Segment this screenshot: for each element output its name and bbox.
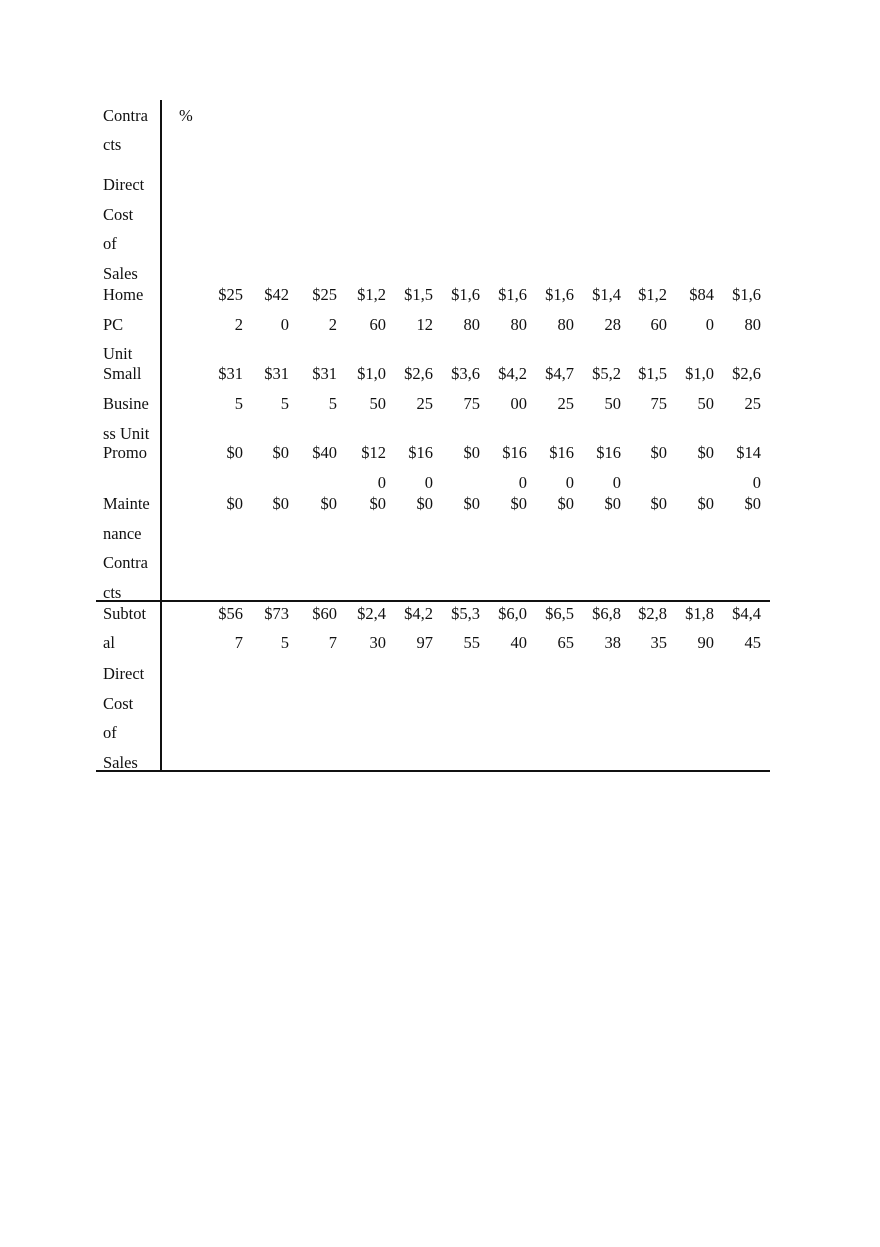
- value-cell-promo-col-8-line-2: 0: [565, 473, 574, 492]
- row-label-contracts-line-1: Contra: [103, 106, 148, 125]
- value-cell-subtotal-direct-cost-of-sales-col-8-line-1: $6,5: [545, 604, 574, 623]
- row-label-subtotal-line-1: Subtot: [103, 604, 147, 623]
- value-cell-home-pc-unit-col-7-line-1: $1,6: [498, 285, 527, 304]
- value-cell-subtotal-direct-cost-of-sales-col-5-line-1: $4,2: [404, 604, 433, 623]
- section-heading-line-4: Sales: [103, 264, 138, 283]
- value-cell-small-business-unit-col-3-line-2: 5: [328, 394, 337, 413]
- row-label-maint-line-3: Contra: [103, 553, 148, 572]
- value-cell-subtotal-direct-cost-of-sales-col-4-line-1: $2,4: [357, 604, 386, 623]
- value-cell-small-business-unit-col-2-line-2: 5: [280, 394, 289, 413]
- row-label-small-line-2: Busine: [103, 394, 149, 413]
- value-cell-small-business-unit-col-7-line-1: $4,2: [498, 364, 527, 383]
- row-label-maint-line-4: cts: [103, 583, 122, 602]
- value-cell-home-pc-unit-col-6-line-1: $1,6: [451, 285, 480, 304]
- section-heading-line-1: Direct: [103, 175, 145, 194]
- value-cell-promo-col-2-line-1: $0: [272, 443, 289, 462]
- value-cell-subtotal-direct-cost-of-sales-col-4-line-2: 30: [369, 633, 386, 652]
- row-label-home-line-2: PC: [103, 315, 124, 334]
- value-cell-small-business-unit-col-6-line-1: $3,6: [451, 364, 480, 383]
- row-label-subtotal-line-6: Sales: [103, 753, 138, 772]
- value-cell-small-business-unit-col-4-line-2: 50: [369, 394, 386, 413]
- value-cell-small-business-unit-col-8-line-1: $4,7: [545, 364, 574, 383]
- value-cell-home-pc-unit-col-10-line-2: 60: [650, 315, 667, 334]
- value-cell-promo-col-4-line-1: $12: [361, 443, 386, 462]
- value-cell-small-business-unit-col-3-line-1: $31: [312, 364, 337, 383]
- value-cell-subtotal-direct-cost-of-sales-col-12-line-2: 45: [744, 633, 761, 652]
- value-cell-home-pc-unit-col-9-line-2: 28: [604, 315, 621, 334]
- value-cell-subtotal-direct-cost-of-sales-col-9-line-2: 38: [604, 633, 621, 652]
- row-label-subtotal-line-3: Direct: [103, 664, 145, 683]
- value-cell-subtotal-direct-cost-of-sales-col-9-line-1: $6,8: [592, 604, 621, 623]
- value-cell-promo-col-6-line-1: $0: [463, 443, 480, 462]
- row-label-home-line-1: Home: [103, 285, 144, 304]
- value-cell-maintenance-contracts-col-12-line-1: $0: [744, 494, 761, 513]
- row-label-maint-line-2: nance: [103, 524, 142, 543]
- row-label-subtotal-line-2: al: [103, 633, 115, 652]
- value-cell-subtotal-direct-cost-of-sales-col-12-line-1: $4,4: [732, 604, 761, 623]
- value-cell-small-business-unit-col-4-line-1: $1,0: [357, 364, 386, 383]
- value-cell-subtotal-direct-cost-of-sales-col-1-line-1: $56: [218, 604, 243, 623]
- value-cell-home-pc-unit-col-8-line-2: 80: [557, 315, 574, 334]
- value-cell-subtotal-direct-cost-of-sales-col-6-line-1: $5,3: [451, 604, 480, 623]
- value-cell-promo-col-12-line-1: $14: [736, 443, 761, 462]
- value-cell-home-pc-unit-col-11-line-1: $84: [689, 285, 714, 304]
- value-cell-subtotal-direct-cost-of-sales-col-3-line-1: $60: [312, 604, 337, 623]
- value-cell-maintenance-contracts-col-6-line-1: $0: [463, 494, 480, 513]
- value-cell-home-pc-unit-col-5-line-1: $1,5: [404, 285, 433, 304]
- value-cell-maintenance-contracts-col-4-line-1: $0: [369, 494, 386, 513]
- value-cell-small-business-unit-col-5-line-2: 25: [416, 394, 433, 413]
- value-cell-small-business-unit-col-10-line-1: $1,5: [638, 364, 667, 383]
- row-label-small-line-1: Small: [103, 364, 142, 383]
- value-cell-subtotal-direct-cost-of-sales-col-10-line-1: $2,8: [638, 604, 667, 623]
- value-cell-home-pc-unit-col-4-line-2: 60: [369, 315, 386, 334]
- value-cell-promo-col-4-line-2: 0: [377, 473, 386, 492]
- value-cell-subtotal-direct-cost-of-sales-col-8-line-2: 65: [557, 633, 574, 652]
- value-cell-small-business-unit-col-8-line-2: 25: [557, 394, 574, 413]
- value-cell-promo-col-7-line-2: 0: [518, 473, 527, 492]
- value-cell-promo-col-9-line-2: 0: [612, 473, 621, 492]
- value-cell-promo-col-1-line-1: $0: [226, 443, 243, 462]
- value-cell-maintenance-contracts-col-7-line-1: $0: [510, 494, 527, 513]
- value-cell-small-business-unit-col-7-line-2: 00: [510, 394, 527, 413]
- value-cell-home-pc-unit-col-2-line-1: $42: [264, 285, 289, 304]
- value-cell-maintenance-contracts-col-11-line-1: $0: [697, 494, 714, 513]
- value-cell-promo-col-3-line-1: $40: [312, 443, 337, 462]
- label-column-divider: [160, 100, 162, 772]
- value-cell-maintenance-contracts-col-10-line-1: $0: [650, 494, 667, 513]
- value-cell-promo-col-10-line-1: $0: [650, 443, 667, 462]
- value-cell-maintenance-contracts-col-9-line-1: $0: [604, 494, 621, 513]
- value-cell-home-pc-unit-col-3-line-2: 2: [328, 315, 337, 334]
- value-cell-subtotal-direct-cost-of-sales-col-7-line-1: $6,0: [498, 604, 527, 623]
- value-cell-subtotal-direct-cost-of-sales-col-7-line-2: 40: [510, 633, 527, 652]
- value-cell-promo-col-8-line-1: $16: [549, 443, 574, 462]
- value-cell-small-business-unit-col-10-line-2: 75: [650, 394, 667, 413]
- row-label-small-line-3: ss Unit: [103, 424, 150, 443]
- section-heading-line-3: of: [103, 234, 117, 253]
- row-label-subtotal-line-4: Cost: [103, 694, 134, 713]
- value-cell-home-pc-unit-col-2-line-2: 0: [280, 315, 289, 334]
- value-cell-promo-col-9-line-1: $16: [596, 443, 621, 462]
- value-cell-home-pc-unit-col-11-line-2: 0: [705, 315, 714, 334]
- value-cell-maintenance-contracts-col-8-line-1: $0: [557, 494, 574, 513]
- value-cell-promo-col-5-line-2: 0: [424, 473, 433, 492]
- value-cell-small-business-unit-col-2-line-1: $31: [264, 364, 289, 383]
- value-cell-maintenance-contracts-col-1-line-1: $0: [226, 494, 243, 513]
- value-cell-maintenance-contracts-col-2-line-1: $0: [272, 494, 289, 513]
- percent-sign: %: [179, 106, 193, 125]
- value-cell-home-pc-unit-col-6-line-2: 80: [463, 315, 480, 334]
- value-cell-home-pc-unit-col-3-line-1: $25: [312, 285, 337, 304]
- value-cell-promo-col-11-line-1: $0: [697, 443, 714, 462]
- row-label-contracts-line-2: cts: [103, 135, 122, 154]
- value-cell-home-pc-unit-col-7-line-2: 80: [510, 315, 527, 334]
- value-cell-promo-col-7-line-1: $16: [502, 443, 527, 462]
- value-cell-small-business-unit-col-1-line-1: $31: [218, 364, 243, 383]
- value-cell-subtotal-direct-cost-of-sales-col-2-line-2: 5: [280, 633, 289, 652]
- row-label-home-line-3: Unit: [103, 344, 133, 363]
- value-cell-home-pc-unit-col-5-line-2: 12: [416, 315, 433, 334]
- value-cell-home-pc-unit-col-1-line-2: 2: [234, 315, 243, 334]
- value-cell-home-pc-unit-col-4-line-1: $1,2: [357, 285, 386, 304]
- value-cell-small-business-unit-col-5-line-1: $2,6: [404, 364, 433, 383]
- section-heading-line-2: Cost: [103, 205, 134, 224]
- value-cell-small-business-unit-col-12-line-2: 25: [744, 394, 761, 413]
- value-cell-home-pc-unit-col-12-line-1: $1,6: [732, 285, 761, 304]
- value-cell-promo-col-12-line-2: 0: [752, 473, 761, 492]
- value-cell-home-pc-unit-col-8-line-1: $1,6: [545, 285, 574, 304]
- value-cell-subtotal-direct-cost-of-sales-col-10-line-2: 35: [650, 633, 667, 652]
- value-cell-home-pc-unit-col-1-line-1: $25: [218, 285, 243, 304]
- table-bottom-rule: [96, 770, 770, 772]
- value-cell-subtotal-direct-cost-of-sales-col-11-line-2: 90: [697, 633, 714, 652]
- value-cell-subtotal-direct-cost-of-sales-col-1-line-2: 7: [234, 633, 243, 652]
- value-cell-small-business-unit-col-1-line-2: 5: [234, 394, 243, 413]
- value-cell-promo-col-5-line-1: $16: [408, 443, 433, 462]
- value-cell-home-pc-unit-col-10-line-1: $1,2: [638, 285, 667, 304]
- value-cell-small-business-unit-col-9-line-2: 50: [604, 394, 621, 413]
- value-cell-small-business-unit-col-6-line-2: 75: [463, 394, 480, 413]
- value-cell-subtotal-direct-cost-of-sales-col-6-line-2: 55: [463, 633, 480, 652]
- value-cell-small-business-unit-col-9-line-1: $5,2: [592, 364, 621, 383]
- value-cell-small-business-unit-col-11-line-1: $1,0: [685, 364, 714, 383]
- row-label-subtotal-line-5: of: [103, 723, 117, 742]
- value-cell-subtotal-direct-cost-of-sales-col-5-line-2: 97: [416, 633, 433, 652]
- row-label-promo: Promo: [103, 443, 148, 462]
- value-cell-maintenance-contracts-col-3-line-1: $0: [320, 494, 337, 513]
- value-cell-subtotal-direct-cost-of-sales-col-3-line-2: 7: [328, 633, 337, 652]
- value-cell-subtotal-direct-cost-of-sales-col-2-line-1: $73: [264, 604, 289, 623]
- value-cell-small-business-unit-col-11-line-2: 50: [697, 394, 714, 413]
- row-label-maint-line-1: Mainte: [103, 494, 150, 513]
- value-cell-subtotal-direct-cost-of-sales-col-11-line-1: $1,8: [685, 604, 714, 623]
- value-cell-maintenance-contracts-col-5-line-1: $0: [416, 494, 433, 513]
- value-cell-home-pc-unit-col-9-line-1: $1,4: [592, 285, 621, 304]
- value-cell-small-business-unit-col-12-line-1: $2,6: [732, 364, 761, 383]
- subtotal-rule: [96, 600, 770, 602]
- value-cell-home-pc-unit-col-12-line-2: 80: [744, 315, 761, 334]
